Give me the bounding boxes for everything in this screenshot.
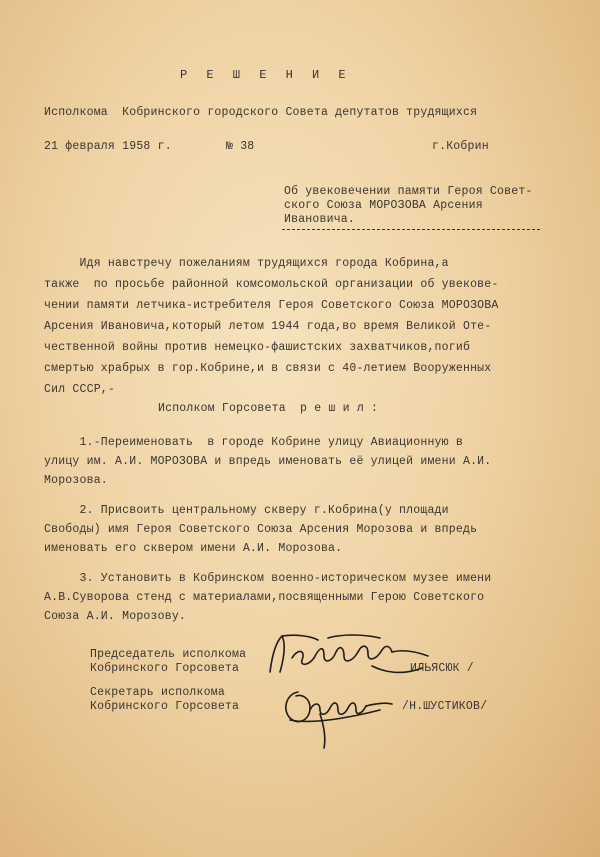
item-line: 1.-Переименовать в городе Кобрине улицу Авиационную в	[44, 436, 463, 449]
resolved-heading: Исполком Горсовета р е ш и л :	[158, 402, 379, 415]
document-subtitle: Исполкома Кобринского городского Совета депутатов трудящихся	[44, 106, 478, 119]
secretary-printed-name: /Н.ШУСТИКОВ/	[402, 700, 488, 713]
item-line: 2. Присвоить центральному скверу г.Кобрина(у площади	[44, 504, 449, 517]
preamble-line: чественной войны против немецко-фашистских захватчиков,погиб	[44, 341, 471, 354]
document-title: Р Е Ш Е Н И Е	[180, 68, 352, 82]
chair-printed-name: ИЛЬЯСЮК /	[410, 662, 474, 675]
document-number: № 38	[226, 140, 255, 153]
secretary-role-line: Кобринского Горсовета	[90, 700, 240, 713]
preamble-line: Идя навстречу пожеланиям трудящихся города Кобрина,а	[44, 257, 449, 270]
chair-role-line: Председатель исполкома	[90, 648, 247, 661]
document-date: 21 февраля 1958 г.	[44, 140, 172, 153]
chair-role-line: Кобринского Горсовета	[90, 662, 240, 675]
subject-line: Об увековечении памяти Героя Совет-	[284, 185, 533, 198]
preamble-line: Арсения Ивановича,который летом 1944 года,во время Великой Оте-	[44, 320, 492, 333]
preamble-line: Сил СССР,-	[44, 383, 116, 396]
item-line: Свободы) имя Героя Советского Союза Арсения Морозова и впредь	[44, 523, 478, 536]
secretary-handwritten-signature	[280, 680, 400, 750]
secretary-role-line: Секретарь исполкома	[90, 686, 225, 699]
item-line: Морозова.	[44, 474, 108, 487]
item-line: улицу им. А.И. МОРОЗОВА и впредь именовать её улицей имени А.И.	[44, 455, 492, 468]
subject-line: ского Союза МОРОЗОВА Арсения	[284, 199, 483, 212]
preamble-line: чении памяти летчика-истребителя Героя Советского Союза МОРОЗОВА	[44, 299, 499, 312]
document-place: г.Кобрин	[432, 140, 489, 153]
item-line: Союза А.И. Морозову.	[44, 610, 187, 623]
subject-underline	[282, 229, 540, 230]
item-line: именовать его сквером имени А.И. Морозова.	[44, 542, 343, 555]
preamble-line: также по просьбе районной комсомольской организации об увекове-	[44, 278, 499, 291]
item-line: А.В.Суворова стенд с материалами,посвященными Герою Советского	[44, 591, 485, 604]
item-line: 3. Установить в Кобринском военно-историческом музее имени	[44, 572, 492, 585]
preamble-line: смертью храбрых в гор.Кобрине,и в связи с 40-летием Вооруженных	[44, 362, 492, 375]
subject-line: Ивановича.	[284, 213, 356, 226]
